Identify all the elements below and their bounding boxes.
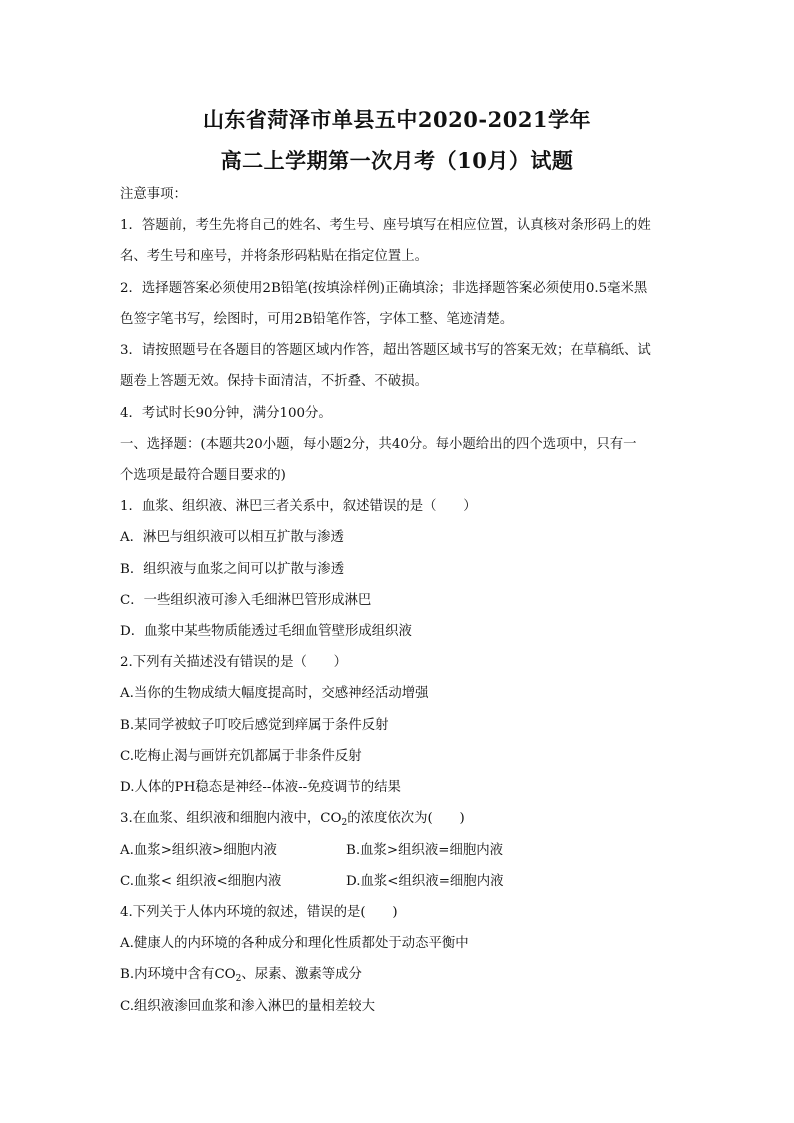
q4-option-c: C.组织液渗回血浆和渗入淋巴的量相差较大 [120,999,376,1014]
q3-option-c: C.血浆< 组织液<细胞内液 [120,874,282,889]
q4-option-a: A.健康人的内环境的各种成分和理化性质都处于动态平衡中 [120,936,469,951]
q4-stem: 4.下列关于人体内环境的叙述，错误的是( ) [120,905,398,920]
q2-option-b: B.某同学被蚊子叮咬后感觉到痒属于条件反射 [120,718,389,733]
q3-stem-sub: 2 [341,818,348,828]
exam-title-line1: 山东省菏泽市单县五中2020-2021学年 [202,107,592,132]
q2-stem: 2.下列有关描述没有错误的是（ ） [120,655,348,670]
note-2-line1: 2．选择题答案必须使用2B铅笔(按填涂样例)正确填涂；非选择题答案必须使用0.5毫米黑 [120,281,648,296]
note-1-line1: 1．答题前，考生先将自己的姓名、考生号、座号填写在相应位置，认真核对条形码上的姓 [120,218,651,233]
q1-option-c: C．一些组织液可渗入毛细淋巴管形成淋巴 [120,593,372,608]
q4-option-b-sub: 2 [235,974,242,984]
q3-option-d: D.血浆<组织液=细胞内液 [346,874,504,889]
note-1-line2: 名、考生号和座号，并将条形码粘贴在指定位置上。 [120,249,428,264]
q3-options-row2 [120,872,680,892]
section1-heading-line1: 一、选择题：(本题共20小题，每小题2分，共40分。每小题给出的四个选项中，只有一 [120,437,637,452]
q4-option-b-pre: B.内环境中含有CO [120,967,236,982]
q3-stem [120,809,680,833]
q2-option-c: C.吃梅止渴与画饼充饥都属于非条件反射 [120,749,362,764]
exam-title-line2: 高二上学期第一次月考（10月）试题 [220,148,574,173]
q1-option-b: B．组织液与血浆之间可以扩散与渗透 [120,562,345,577]
q3-stem-pre: 3.在血浆、组织液和细胞内液中，CO [120,811,342,826]
q1-option-a: A．淋巴与组织液可以相互扩散与渗透 [120,530,344,545]
q1-option-d: D．血浆中某些物质能透过毛细血管壁形成组织液 [120,624,412,639]
note-3-line2: 题卷上答题无效。保持卡面清洁，不折叠、不破损。 [120,374,428,389]
q1-stem: 1．血浆、组织液、淋巴三者关系中，叙述错误的是（ ） [120,499,477,514]
section1-heading-line2: 个选项是最符合题目要求的) [120,468,286,483]
q3-options-row1 [120,841,680,861]
note-2-line2: 色签字笔书写，绘图时，可用2B铅笔作答，字体工整、笔迹清楚。 [120,312,514,327]
q2-option-a: A.当你的生物成绩大幅度提高时，交感神经活动增强 [120,686,429,701]
note-3-line1: 3．请按照题号在各题目的答题区域内作答，超出答题区域书写的答案无效；在草稿纸、试 [120,343,651,358]
note-4: 4．考试时长90分钟，满分100分。 [120,406,332,421]
q4-option-b-post: 、尿素、激素等成分 [241,967,362,982]
q2-option-d: D.人体的PH稳态是神经--体液--免疫调节的结果 [120,780,401,795]
q3-option-a: A.血浆>组织液>细胞内液 [120,843,277,858]
q4-option-b [120,965,680,989]
notes-heading: 注意事项： [120,187,187,202]
q3-option-b: B.血浆>组织液=细胞内液 [346,843,504,858]
q3-stem-post: 的浓度依次为( ) [347,811,465,826]
